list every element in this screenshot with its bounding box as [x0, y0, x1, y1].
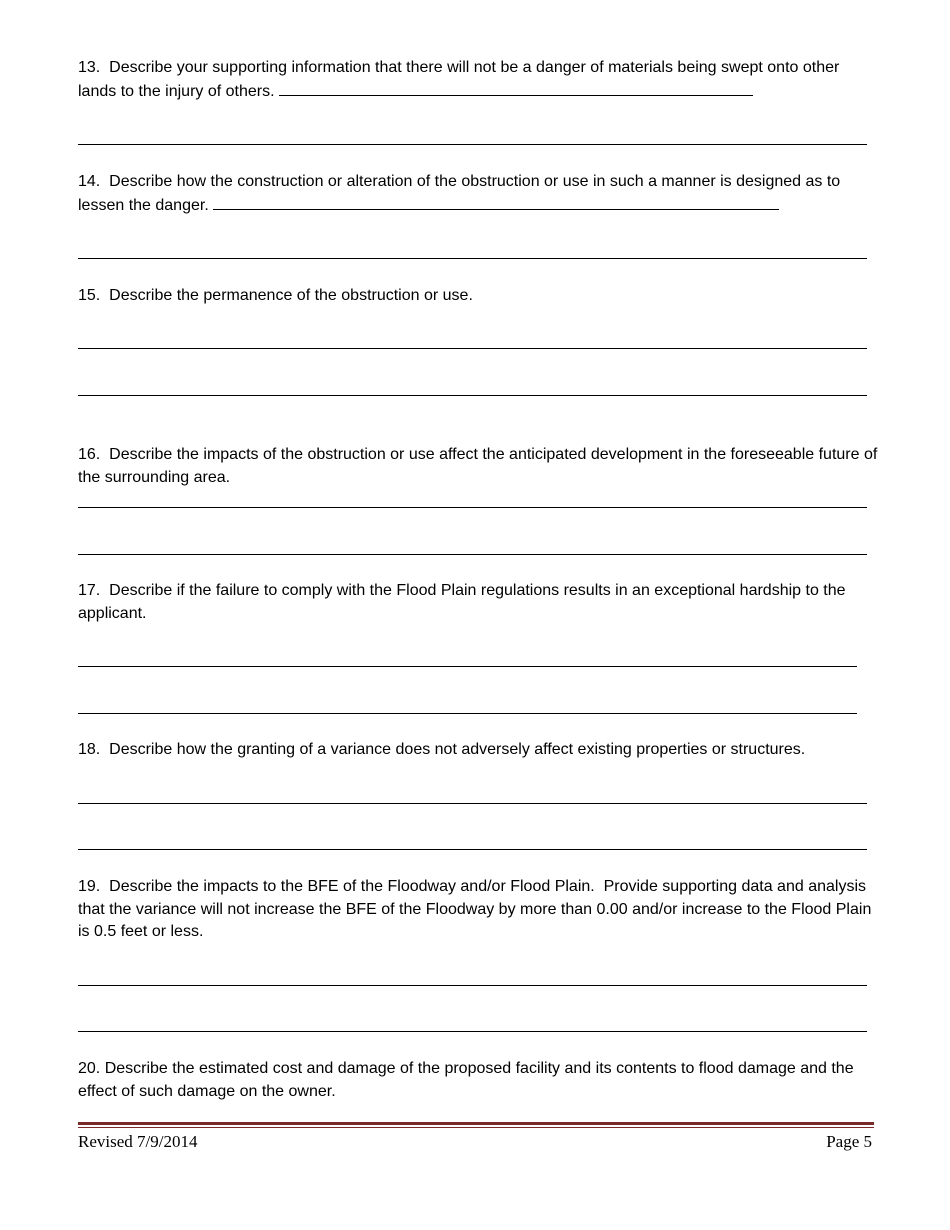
question-19: 19. Describe the impacts to the BFE of the Floodway and/or Flood Plain. Provide supporting data and analysis that the variance will not increase the BFE of the Floodway by more than 0.00 and/or increase to the Flood Plain is 0.5 feet or less.	[78, 878, 876, 940]
answer-line-16a[interactable]	[78, 507, 867, 508]
answer-line-19a[interactable]	[78, 985, 867, 986]
question-14-text: 14. Describe how the construction or alteration of the obstruction or use in such a manner is designed as to lessen the danger.	[78, 173, 845, 214]
answer-line-15a[interactable]	[78, 348, 867, 349]
answer-line-14[interactable]	[78, 258, 867, 259]
answer-line-17a[interactable]	[78, 666, 857, 667]
question-16: 16. Describe the impacts of the obstruction or use affect the anticipated development in the foreseeable future of the surrounding area.	[78, 446, 882, 486]
footer-rule-thick	[78, 1122, 874, 1125]
answer-line-18a[interactable]	[78, 803, 867, 804]
answer-line-14-inline[interactable]	[213, 194, 779, 210]
answer-line-16b[interactable]	[78, 554, 867, 555]
answer-line-15b[interactable]	[78, 395, 867, 396]
question-17: 17. Describe if the failure to comply with the Flood Plain regulations results in an exceptional hardship to the applicant.	[78, 582, 850, 622]
footer-revised-date: Revised 7/9/2014	[78, 1132, 198, 1151]
footer-rule-thin	[78, 1127, 874, 1128]
answer-line-17b[interactable]	[78, 713, 857, 714]
question-14	[78, 171, 878, 217]
question-18: 18. Describe how the granting of a variance does not adversely affect existing properties or structures.	[78, 741, 806, 758]
question-15: 15. Describe the permanence of the obstruction or use.	[78, 287, 473, 304]
answer-line-18b[interactable]	[78, 849, 867, 850]
question-13-text: 13. Describe your supporting information that there will not be a danger of materials being swept onto other lands to the injury of others.	[78, 59, 844, 100]
question-13	[78, 57, 878, 103]
answer-line-13-inline[interactable]	[279, 80, 753, 96]
footer-page-number: Page 5	[826, 1132, 872, 1151]
answer-line-13[interactable]	[78, 144, 867, 145]
answer-line-19b[interactable]	[78, 1031, 867, 1032]
question-20: 20. Describe the estimated cost and damage of the proposed facility and its contents to flood damage and the effect of such damage on the owner.	[78, 1060, 859, 1100]
